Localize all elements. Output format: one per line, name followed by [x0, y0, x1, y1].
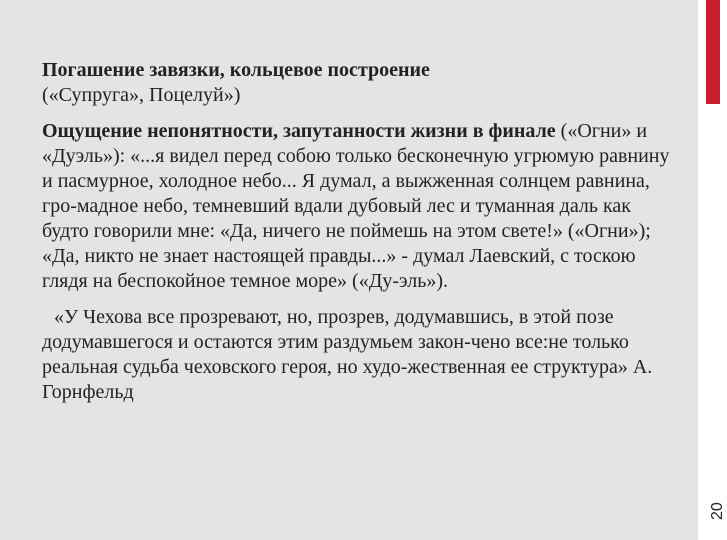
paragraph-resolution: [42, 58, 682, 108]
paragraph-gornfeld-quote: «У Чехова все прозревают, но, прозрев, додумавшись, в этой позе додумавшегося и остаются этим раздумьем закон-чено все:не только реальная судьба чеховского героя, но худо-жественная ее структура» А. Горнфельд: [42, 306, 653, 403]
accent-bar: [706, 0, 720, 104]
paragraph-finale: [42, 119, 682, 294]
paragraph-resolution-heading: Погашение завязки, кольцевое построение: [42, 59, 430, 81]
paragraph-finale-heading: Ощущение непонятности, запутанности жизни в финале: [42, 120, 556, 142]
slide-body: [42, 58, 682, 405]
page-number: 20: [709, 502, 726, 520]
paragraph-finale-quote: («Огни» и «Дуэль»): «...я видел перед собою только бесконечную угрюмую равнину и пасмурное, холодное небо... Я думал, а выжженная солнцем равнина, гро-мадное небо, темневший вдали дубовый лес и туманная даль как будто говорили мне: «Да, ничего не поймешь на этом свете!» («Огни»); «Да, никто не знает настоящей правды...» - думал Лаевский, с тоскою глядя на беспокойное темное море» («Ду-эль»).: [42, 120, 670, 292]
paragraph-resolution-examples: («Супруга», Поцелуй»): [42, 84, 241, 106]
